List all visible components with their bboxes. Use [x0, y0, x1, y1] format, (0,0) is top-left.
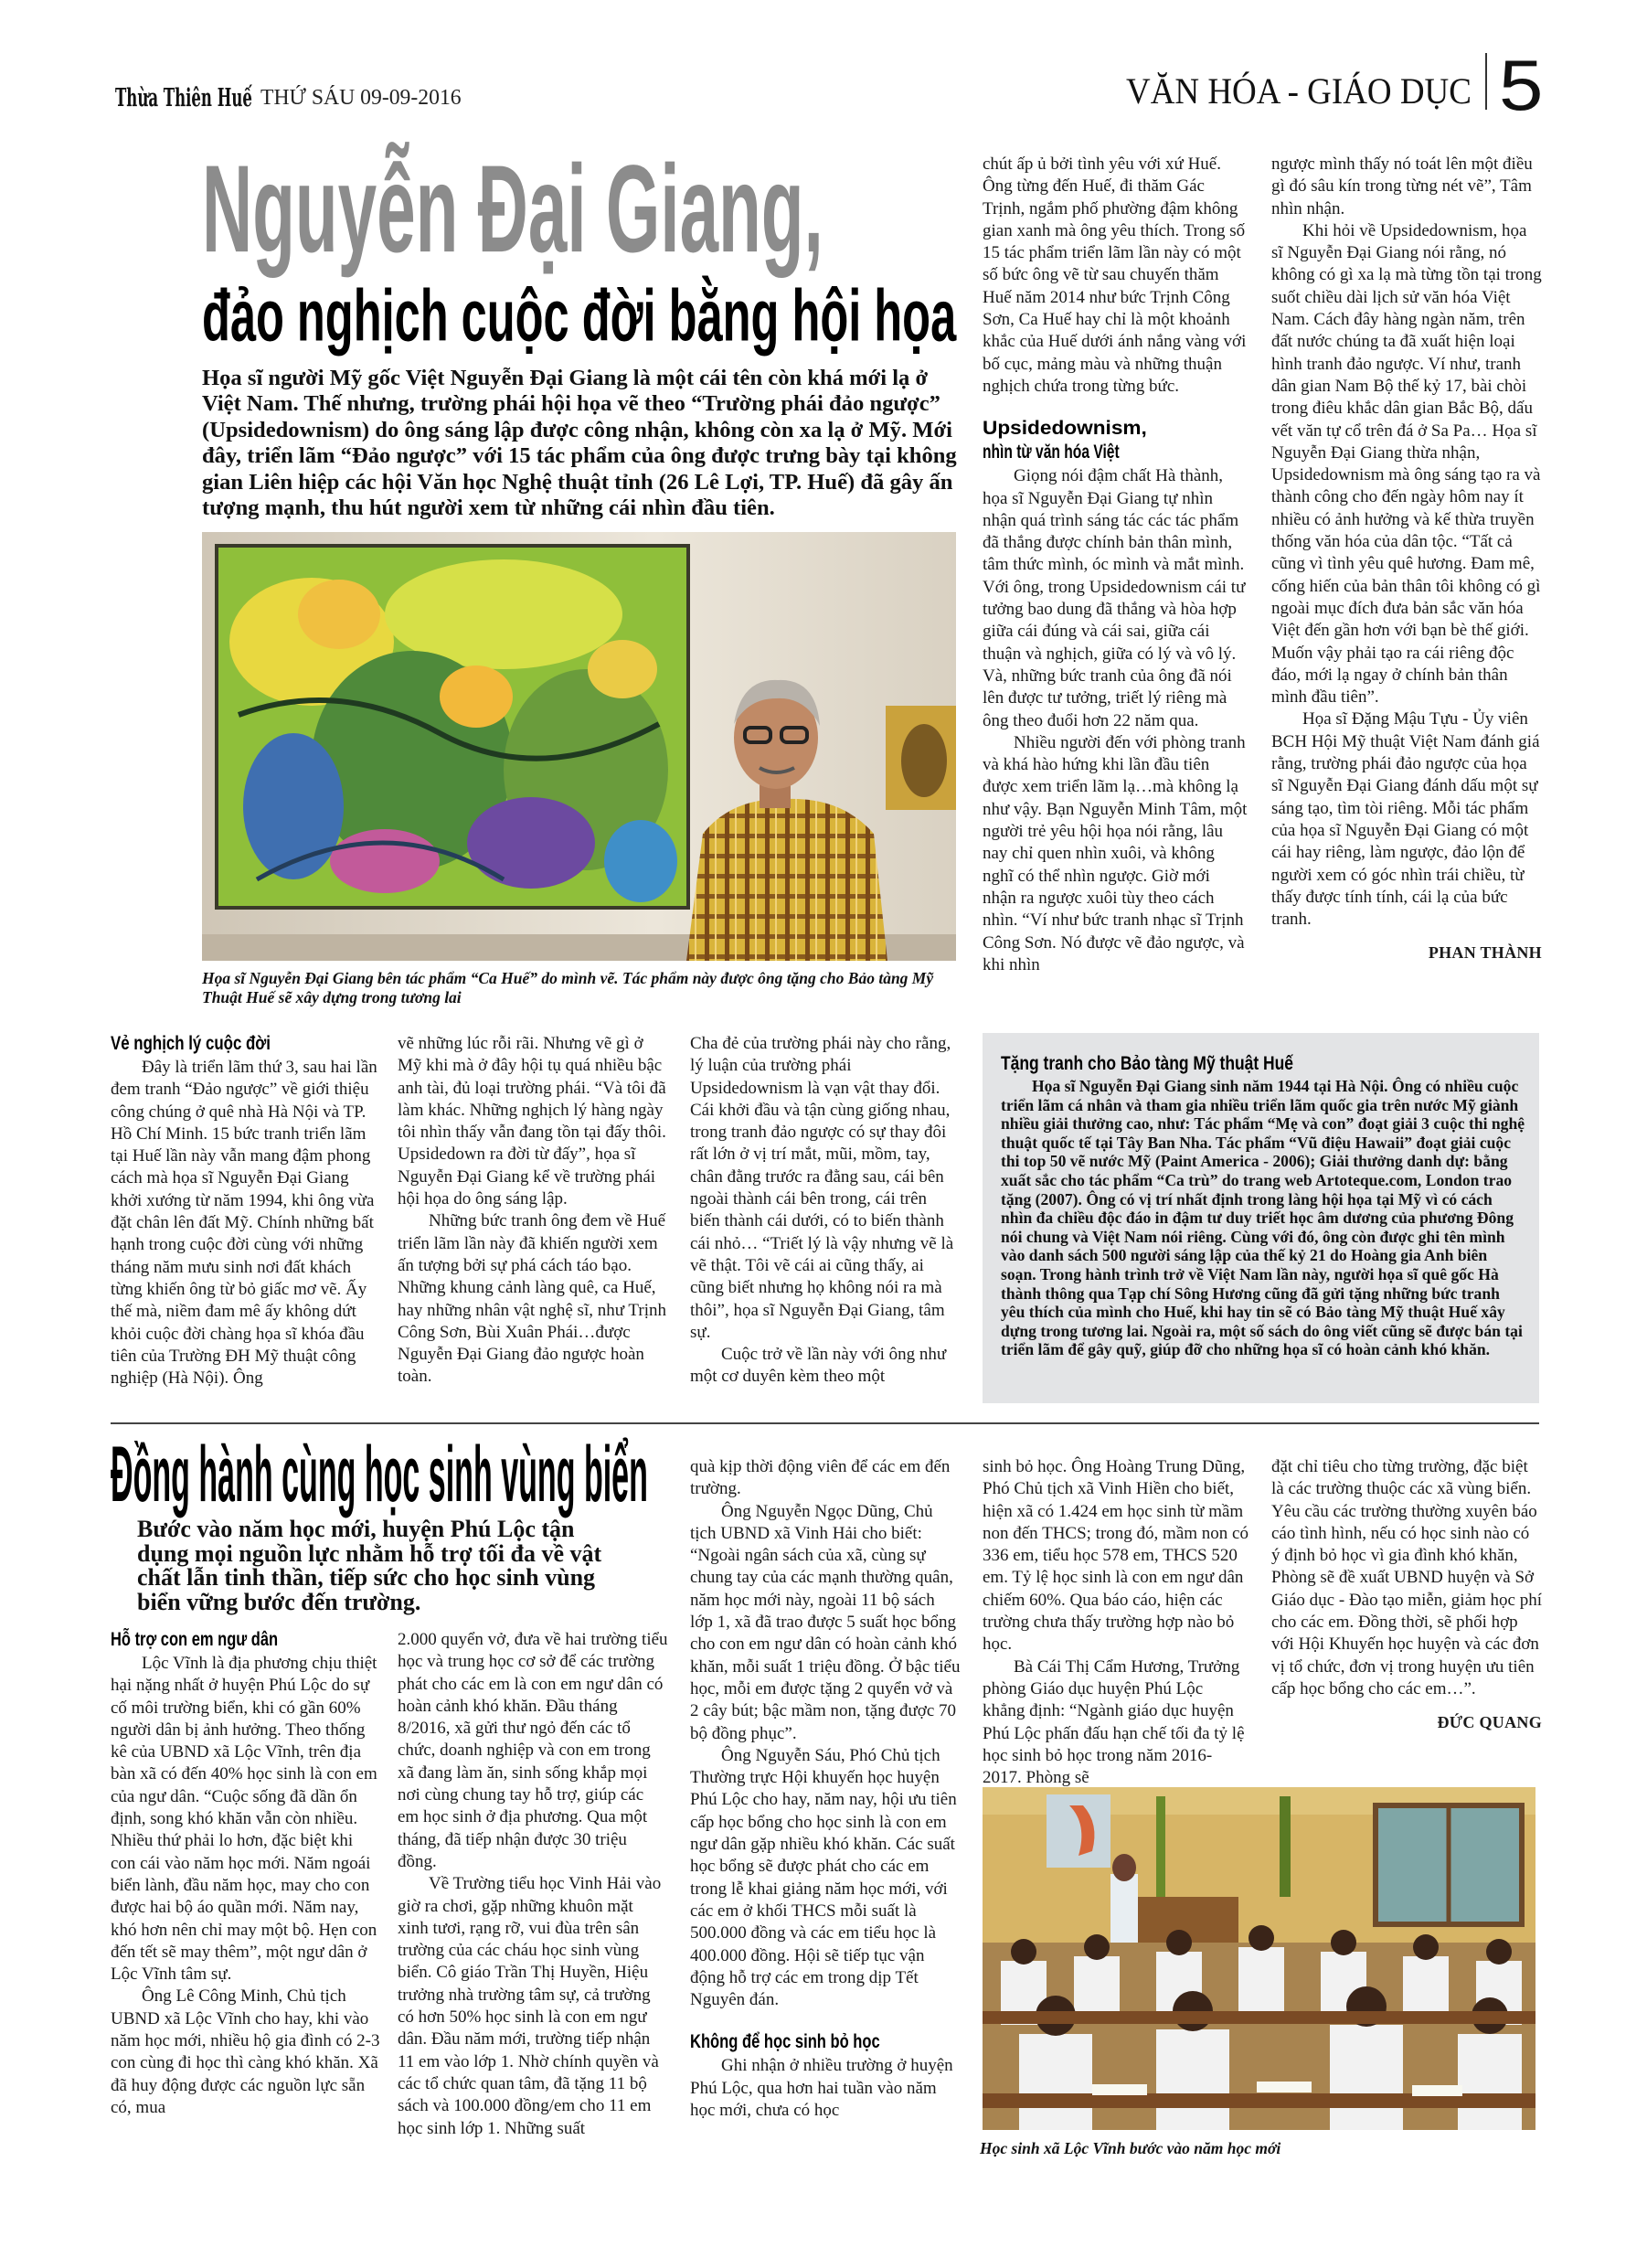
sidebar-box	[983, 1033, 1539, 1403]
issue-date: THỨ SÁU 09-09-2016	[260, 86, 462, 110]
paragraph: Cha đẻ của trường phái này cho rằng, lý luận của trường phái Upsidedownism là vạn vật thay đổi. Cái khởi đầu và tận cùng giống nhau, trong tranh đảo ngược có sự thay đôi rất lớn ở vị trí mắt, mũi, mồm, tay, chân đằng trước ra đằng sau, cái bên ngoài thành cái bên trong, cái trên biến thành cái dưới, có to biến thành cái nhỏ… “Triết lý là vậy nhưng vẽ là vẽ thật. Tôi vẽ cái ai cũng thấy, ai cũng biết nhưng họ không nói ra mà thôi”, họa sĩ Nguyễn Đại Giang, tâm sự.	[690, 1034, 954, 1342]
painter-photo-illustration	[202, 532, 956, 961]
paragraph: Ông Lê Công Minh, Chủ tịch UBND xã Lộc Vĩnh cho hay, khi vào năm học mới, nhiều hộ gia đình có 2-3 con cùng đi học thì càng khó khăn. Xã đã huy động được các nguồn lực sẵn có, mua	[111, 1986, 380, 2117]
paragraph: Ông Nguyễn Ngọc Dũng, Chủ tịch UBND xã Vinh Hải cho biết: “Ngoài ngân sách của xã, cùng sự chung tay của các mạnh thường quân, năm học mới này, ngoài 11 bộ sách lớp 1, xã đã trao được 5 suất học bổng cho con em ngư dân có hoàn cảnh khó khăn, mỗi suất 1 triệu đồng. Ở bậc tiểu học, mỗi em được tặng 2 quyển vở và 2 cây bút; bậc mầm non, tặng được 70 bộ đồng phục”.	[690, 1501, 961, 1743]
column-a	[983, 154, 1248, 976]
paragraph: Họa sĩ Đặng Mậu Tựu - Ủy viên BCH Hội Mỹ thuật Việt Nam đánh giá rằng, trường phái đảo ngược của họa sĩ Nguyễn Đại Giang đánh dấu một sự sáng tạo, tìm tòi riêng. Mỗi tác phẩm của họa sĩ Nguyễn Đại Giang có một cái hay riêng, làm ngược, đảo lộn để người xem có góc nhìn trái chiều, từ thấy được tính tính, cái lạ của bức tranh.	[1271, 709, 1540, 930]
column-2	[398, 1629, 668, 2140]
page-number: 5	[1499, 45, 1544, 125]
paragraph: ngược mình thấy nó toát lên một điều gì đó sâu kín trong từng nét vẽ”, Tâm nhìn nhận.	[1271, 154, 1533, 218]
paragraph: Ghi nhận ở nhiều trường ở huyện Phú Lộc, qua hơn hai tuần vào năm học mới, chưa có học	[690, 2056, 953, 2121]
paragraph: Đây là triển lãm thứ 3, sau hai lần đem tranh “Đảo ngược” về giới thiệu công chúng ở quê nhà Hà Nội và TP. Hồ Chí Minh. 15 bức tranh triển lãm tại Huế lần này vẫn mang đậm phong cách mà họa sĩ Nguyễn Đại Giang khởi xướng từ năm 1994, khi ông vừa đặt chân lên đất Mỹ. Chính những bất hạnh trong cuộc đời cùng với những tháng năm mưu sinh nơi đất khách từng khiến ông từ bỏ giấc mơ vẽ. Ấy thế mà, niềm đam mê ấy không dứt khỏi cuộc đời chàng họa sĩ khóa đầu tiên của Trường ĐH Mỹ thuật công nghiệp (Hà Nội). Ông	[111, 1058, 377, 1389]
column-4	[983, 1456, 1249, 1789]
classroom-photo-illustration	[983, 1787, 1535, 2130]
photo-classroom	[983, 1787, 1535, 2130]
lead-paragraph: Họa sĩ người Mỹ gốc Việt Nguyễn Đại Giang là một cái tên còn khá mới lạ ở Việt Nam. Thế nhưng, trường phái hội họa vẽ theo “Trường phái đảo ngược” (Upsidedownism) do ông sáng lập được công nhận, không còn xa lạ ở Mỹ. Mới đây, triển lãm “Đảo ngược” với 15 tác phẩm của ông được trưng bày tại không gian Liên hiệp các hội Văn học Nghệ thuật tỉnh (26 Lê Lợi, TP. Huế) đã gây ấn tượng mạnh, thu hút người xem từ những cái nhìn đầu tiên.	[202, 366, 957, 521]
column-1	[111, 1033, 381, 1390]
column-3	[690, 1033, 957, 1389]
paragraph: vẽ những lúc rỗi rãi. Nhưng vẽ gì ở Mỹ khi mà ở đây hội tụ quá nhiều bậc anh tài, đủ loại trường phái. “Và tôi đã làm khác. Những nghịch lý hàng ngày tôi nhìn thấy vẫn đang tồn tại đấy thôi. Upsidedown ra đời từ đấy”, họa sĩ Nguyễn Đại Giang kể về trường phái hội họa do ông sáng lập.	[398, 1034, 666, 1209]
column-b	[1271, 154, 1542, 964]
sidebar-title: Tặng tranh cho Bảo tàng Mỹ thuật Huế	[1001, 1053, 1294, 1074]
subheadline: đảo nghịch cuộc đời bằng hội họa	[202, 273, 957, 357]
paragraph: quà kịp thời động viên để các em đến trường.	[690, 1457, 951, 1499]
section-name: VĂN HÓA - GIÁO DỤC	[1126, 70, 1472, 112]
headline: Đồng hành cùng học sinh vùng biển	[111, 1430, 648, 1519]
paragraph: Về Trường tiểu học Vinh Hải vào giờ ra chơi, gặp những khuôn mặt xinh tươi, rạng rỡ, vui đùa trên sân trường của các cháu học sinh vùng biển. Cô giáo Trần Thị Huyền, Hiệu trưởng nhà trường tâm sự, cả trường có hơn 50% học sinh là con em ngư dân. Đầu năm mới, trường tiếp nhận 11 em vào lớp 1. Nhờ chính quyền và các tổ chức quan tâm, đã tặng 11 bộ sách và 100.000 đồng/em cho 11 em học sinh lớp 1. Những suất	[398, 1874, 662, 2138]
paragraph: 2.000 quyển vở, đưa về hai trường tiểu học và trung học cơ sở để các trường phát cho các em là con em ngư dân có hoàn cảnh khó khăn. Đầu tháng 8/2016, xã gửi thư ngỏ đến các tổ chức, doanh nghiệp và con em trong xã đang làm ăn, sinh sống khắp mọi nơi cùng chung tay hỗ trợ, giúp các em học sinh ở địa phương. Qua một tháng, đã tiếp nhận được 30 triệu đồng.	[398, 1630, 668, 1871]
subhead-ve-nghich-ly: Vẻ nghịch lý cuộc đời	[111, 1033, 271, 1054]
painting-ca-hue	[215, 544, 690, 910]
subhead-line: Upsidedownism,	[983, 418, 1147, 440]
paragraph: Lộc Vĩnh là địa phương chịu thiệt hại nặng nhất ở huyện Phú Lộc do sự cố môi trường biển, khi có gần 60% người dân bị ảnh hưởng. Theo thống kê của UBND xã Lộc Vĩnh, trên địa bàn xã có đến 40% học sinh là con em của ngư dân. “Cuộc sống đã dần ổn định, song khó khăn vẫn còn nhiều. Nhiều thứ phải lo hơn, đặc biệt khi con cái vào năm học mới. Năm ngoái biển lành, đầu năm học, may cho con được hai bộ áo quần mới. Năm nay, khó hơn nên chỉ may một bộ. Hẹn con đến tết sẽ may thêm”, một ngư dân ở Lộc Vĩnh tâm sự.	[111, 1654, 377, 1985]
paragraph: chút ấp ủ bởi tình yêu với xứ Huế. Ông từng đến Huế, đi thăm Gác Trịnh, ngắm phố phường đậm không gian xanh mà ông yêu thích. Trong số 15 tác phẩm triển lãm lần này có một số bức ông vẽ từ sau chuyến thăm Huế năm 2014 như bức Trịnh Công Sơn, Ca Huế hay chỉ là một khoảnh khắc của Huế dưới ánh nắng vàng với bố cục, mảng màu và những thuận nghịch chứa trong từng bức.	[983, 154, 1247, 396]
paragraph: Giọng nói đậm chất Hà thành, họa sĩ Nguyễn Đại Giang tự nhìn nhận quá trình sáng tác các tác phẩm đã thắng được chính bản thân mình, tâm thức mình, óc mình và mắt mình. Với ông, trong Upsidedownism cái tư tưởng bao dung đã thắng và hòa hợp giữa cái đúng và cái sai, giữa cái thuận và nghịch, giữa có lý và vô lý. Và, những bức tranh của ông đã nói lên được tư tưởng, triết lý riêng mà ông theo đuổi hơn 22 năm qua.	[983, 466, 1246, 730]
column-2	[398, 1033, 668, 1389]
paragraph: Những bức tranh ông đem về Huế triển lãm lần này đã khiến người xem ấn tượng bởi sự phá cách táo bạo. Những khung cảnh làng quê, ca Huế, hay những nhân vật nghệ sĩ, như Trịnh Công Sơn, Bùi Xuân Phái…được Nguyễn Đại Giang đảo ngược hoàn toàn.	[398, 1211, 666, 1387]
paragraph: Bà Cái Thị Cẩm Hương, Trưởng phòng Giáo dục huyện Phú Lộc khẳng định: “Ngành giáo dục huyện Phú Lộc phấn đấu hạn chế tối đa tỷ lệ học sinh bỏ học trong năm 2016-2017. Phòng sẽ	[983, 1656, 1245, 1788]
paragraph: đặt chỉ tiêu cho từng trường, đặc biệt là các trường thuộc các xã vùng biển. Yêu cầu các trường thường xuyên báo cáo tình hình, nếu có học sinh nào có ý định bỏ học vì gia đình khó khăn, Phòng sẽ đề xuất UBND huyện và Sở Giáo dục - Đào tạo miễn, giảm học phí cho các em. Đồng thời, sẽ phối hợp với Hội Khuyến học huyện và các đơn vị tổ chức, đơn vị trong huyện ưu tiên cấp học bổng cho các em…”.	[1271, 1457, 1543, 1698]
column-5	[1271, 1456, 1542, 1734]
author-byline: ĐỨC QUANG	[1437, 1713, 1542, 1732]
paragraph: Ông Nguyễn Sáu, Phó Chủ tịch Thường trực Hội khuyến học huyện Phú Lộc cho hay, năm nay, hội ưu tiên cấp học bổng cho học sinh là con em ngư dân gặp nhiều khó khăn. Các suất học bổng sẽ được phát cho các em trong lễ khai giảng năm học mới, với các em ở khối THCS mỗi suất là 500.000 đồng và các em tiểu học là 400.000 đồng. Hội sẽ tiếp tục vận động hỗ trợ các em trong dịp Tết Nguyên đán.	[690, 1745, 957, 2010]
paragraph: Cuộc trở về lần này với ông như một cơ duyên kèm theo một	[690, 1345, 947, 1387]
photo-painter-with-artwork	[202, 532, 956, 961]
paragraph: Nhiều người đến với phòng tranh và khá hào hứng khi lần đầu tiên được xem triển lãm lạ…mà không lạ như vậy. Bạn Nguyễn Minh Tâm, một người trẻ yêu hội họa nói rằng, lâu nay chỉ quen nhìn xuôi, và không nghĩ có thể nhìn ngược. Giờ mới nhận ra ngược xuôi tùy theo cách nhìn. “Ví như bức tranh nhạc sĩ Trịnh Công Sơn. Nó được vẽ đảo ngược, và khi nhìn	[983, 732, 1248, 974]
paragraph: sinh bỏ học. Ông Hoàng Trung Dũng, Phó Chủ tịch xã Vinh Hiền cho biết, hiện xã có 1.424 em học sinh từ mầm non đến THCS; trong đó, mầm non có 336 em, tiểu học 578 em, THCS 520 em. Tỷ lệ học sinh là con em ngư dân chiếm 60%. Qua báo cáo, hiện các trường chưa thấy trường hợp nào bỏ học.	[983, 1457, 1249, 1655]
subhead-upsidedownism	[983, 418, 1248, 465]
masthead: Thừa Thiên Huế	[115, 84, 252, 112]
subhead-khong-de: Không để học sinh bỏ học	[690, 2031, 880, 2053]
lead-paragraph: Bước vào năm học mới, huyện Phú Lộc tận dụng mọi nguồn lực nhằm hỗ trợ tối đa về vật chất lẫn tinh thần, tiếp sức cho học sinh vùng biển vững bước đến trường.	[137, 1516, 602, 1615]
column-1	[111, 1629, 381, 2119]
photo-caption: Học sinh xã Lộc Vĩnh bước vào năm học mới	[980, 2139, 1281, 2157]
subhead-ho-tro: Hỗ trợ con em ngư dân	[111, 1629, 279, 1650]
article-students	[0, 1426, 1647, 2268]
paragraph: Khi hỏi về Upsidedownism, họa sĩ Nguyễn Đại Giang nói rằng, nó không có gì xa lạ mà từng tồn tại trong suốt chiều dài lịch sử văn hóa Việt Nam. Cách đây hàng ngàn năm, trên đất nước chúng ta đã xuất hiện loại hình tranh đảo ngược. Ví như, tranh dân gian Nam Bộ thế kỷ 17, bài chòi trong điêu khắc dân gian Bắc Bộ, dấu vết văn tự cổ trên đá ở Sa Pa… Họa sĩ Nguyễn Đại Giang thừa nhận, Upsidedownism mà ông sáng tạo ra và thành công cho đến ngày hôm nay ít nhiều có ảnh hưởng và kế thừa truyền thống văn hóa của dân tộc. “Tất cả cũng vì tình yêu quê hương. Đam mê, cống hiến của bản thân tôi không có gì ngoài mục đích đưa bản sắc văn hóa Việt đến gần hơn với bạn bè thế giới. Muốn vậy phải tạo ra cái riêng độc đáo, mới lạ ngay ở chính bản thân mình đầu tiên”.	[1271, 220, 1542, 708]
author-byline: PHAN THÀNH	[1428, 943, 1542, 963]
sidebar-body: Họa sĩ Nguyễn Đại Giang sinh năm 1944 tại Hà Nội. Ông có nhiều cuộc triển lãm cá nhân và tham gia nhiều triển lãm quốc gia trên nước Mỹ giành nhiều giải thưởng cao, như: Tác phẩm “Mẹ và con” đoạt giải 3 cuộc thi nghệ thuật quốc tế tại Tây Ban Nha. Tác phẩm “Vũ điệu Hawaii” đoạt giải cuộc thi top 50 vẽ nước Mỹ (Paint America - 2006); Giải thưởng danh dự: bằng xuất sắc cho tác phẩm “Ca trù” do trang web Artoteque.com, London trao tặng (2007). Ông có vị trí nhất định trong làng hội họa tại Mỹ vì có cách nhìn đa chiều độc đáo in đậm tư duy triết học âm dương của phương Đông nói chung và Việt Nam nói riêng. Cùng với đó, ông còn được ghi tên mình vào danh sách 500 người sáng lập của thế kỷ 21 do Hoàng gia Anh biên soạn. Trong hành trình trở về Việt Nam lần này, người họa sĩ quê gốc Hà thành thông qua Tạp chí Sông Hương cũng đã gửi tặng những bức tranh yêu thích của mình cho Huế, khi hay tin sẽ có Bảo tàng Mỹ thuật Huế xây dựng trong tương lai. Ngoài ra, một số sách do ông viết cũng sẽ được bán tại triển lãm để gây quỹ, giúp đỡ cho những họa sĩ có hoàn cảnh khó khăn.	[1001, 1077, 1525, 1359]
column-3	[690, 1456, 961, 2122]
subhead-line: nhìn từ văn hóa Việt	[983, 442, 1120, 463]
photo-caption: Họa sĩ Nguyễn Đại Giang bên tác phẩm “Ca Huế” do mình vẽ. Tác phẩm này được ông tặng cho Bảo tàng Mỹ Thuật Huế sẽ xây dựng trong tương lai	[202, 969, 934, 1006]
small-painting	[886, 706, 956, 810]
headline: Nguyễn Đại Giang,	[202, 138, 824, 279]
article-divider	[111, 1422, 1539, 1424]
